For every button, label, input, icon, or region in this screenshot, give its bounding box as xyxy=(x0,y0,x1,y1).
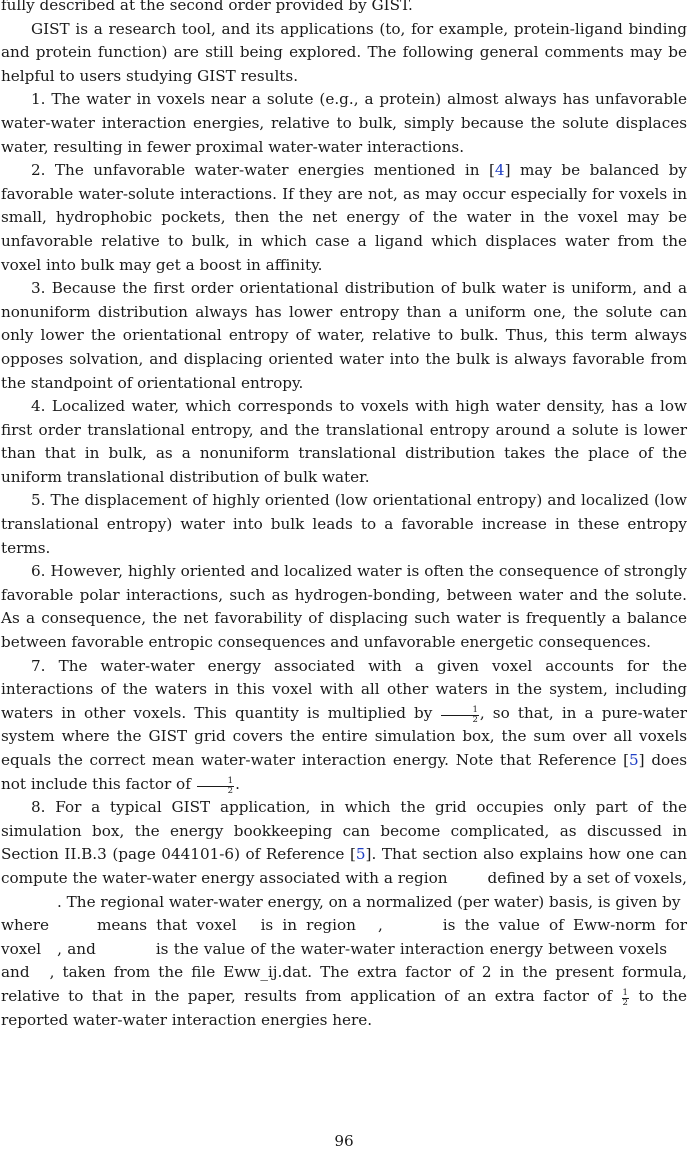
list-item-2: 2. The unfavorable water-water energies mentioned in [4] may be balanced by favorable water-solute interactions. If they are not, as may occur especially for voxels in small, hydrophobic pockets, then the net energy of the water in the voxel may be unfavorable relative to bulk, in which case a ligand which displaces water from the voxel into bulk may get a boost in affinity. xyxy=(1,161,687,274)
list-item-8: 8. For a typical GIST application, in which the grid occupies only part of the simulation box, the energy bookkeeping can become complicated, as discussed in Section II.B.3 (page 044101-6) of Reference [5]. That section also explains how one can compute the water-water energy associated with a region defined by a set of voxels,. The regional water-water energy, on a normalized (per water) basis, is given by xyxy=(1,798,688,911)
reference-link-5[interactable]: 5 xyxy=(355,845,366,864)
fraction-one-half: $\frac{1}{2}$ xyxy=(441,706,478,724)
fraction-one-half: $\frac{1}{2}$ xyxy=(622,988,628,1008)
paragraph-intro: GIST is a research tool, and its applications (to, for example, protein-ligand binding and protein function) are still being explored. The following general comments may be helpful to users studying GIST results. xyxy=(1,19,687,85)
paragraph-carry-over: fully described at the second order provided by GIST. xyxy=(1,0,413,14)
reference-link-5[interactable]: 5 xyxy=(629,751,639,769)
list-item-6: 6. However, highly oriented and localized water is often the consequence of strongly favorable polar interactions, such as hydrogen-bonding, between water and the solute. As a consequence, the net favorability of displacing such water is frequently a balance between favorable entropic consequences and unfavorable energetic consequences. xyxy=(1,562,687,652)
list-item-5: 5. The displacement of highly oriented (low orientational entropy) and localized (low translational entropy) water into bulk leads to a favorable increase in these entropy terms. xyxy=(1,491,687,557)
list-item-3: 3. Because the first order orientational distribution of bulk water is uniform, and a nonuniform distribution always has lower entropy than a uniform one, the solute can only lower the orientational entropy of water, relative to bulk. Thus, this term always opposes solvation, and displacing oriented water into the bulk is always favorable from the standpoint of orientational entropy. xyxy=(1,279,687,392)
list-item-7: 7. The water-water energy associated with a given voxel accounts for the interactions of the waters in this voxel with all other waters in the system, including waters in other voxels. This quantity is multiplied by $\frac{1}{2}$ , so that, in a pure-water system where the GIST grid covers the entire simulation box, the sum over all voxels equals the correct mean water-water interaction energy. Note that Reference [5] does not include this factor of $\frac{1}{2}$ . xyxy=(1,656,688,796)
list-item-1: 1. The water in voxels near a solute (e.g., a protein) almost always has unfavorable water-water interaction energies, relative to bulk, simply because the solute displaces water, resulting in fewer proximal water-water interactions. xyxy=(1,90,687,156)
fraction-one-half: $\frac{1}{2}$ xyxy=(197,777,234,795)
reference-link-4[interactable]: 4 xyxy=(494,161,505,180)
list-item-4: 4. Localized water, which corresponds to voxels with high water density, has a low first order translational entropy, and the translational entropy around a solute is lower than that in bulk, as a nonuniform translational distribution takes the place of the uniform translational distribution of bulk water. xyxy=(1,397,687,486)
body-text xyxy=(1,0,687,1032)
paragraph-where: where means that voxel is in region , is the value of Eww-norm for voxel , and is the value of the water-water interaction energy between voxelsand , taken from the file Eww_ij.dat. The extra factor of 2 in the present formula, relative to that in the paper, results from application of an extra factor of $\frac{1}{2}$ to the reported water-water interaction energies here. xyxy=(1,916,688,1029)
page-number: 96 xyxy=(334,1132,354,1150)
